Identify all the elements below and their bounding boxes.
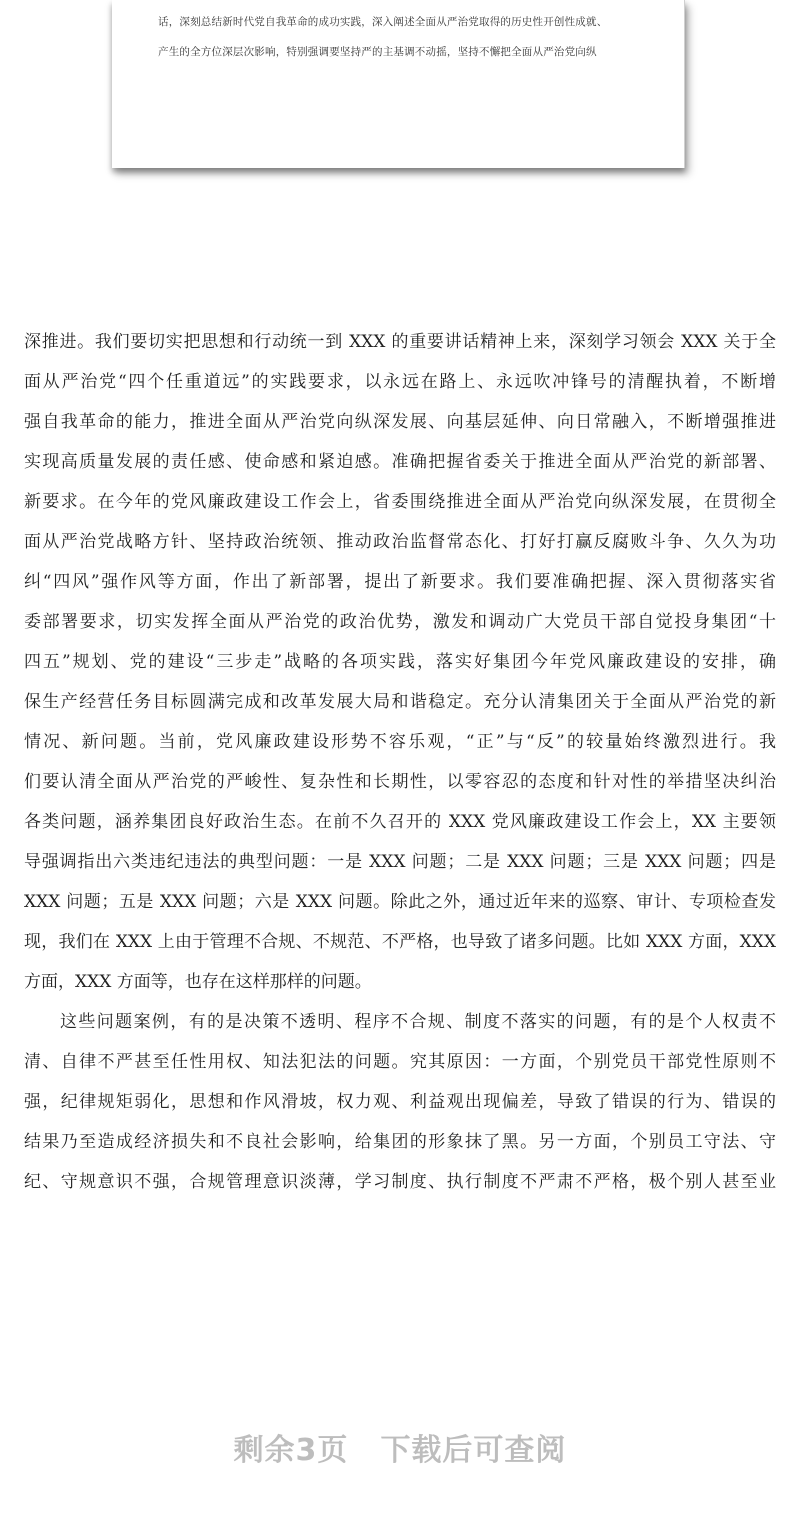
paragraph [24, 1002, 776, 1202]
previous-page-preview [112, 0, 685, 168]
text-line: 新要求。在今年的党风廉政建设工作会上，省委围绕推进全面从严治党向纵深发展，在贯彻全 [24, 492, 776, 512]
text-line: 结果乃至造成经济损失和不良社会影响，给集团的形象抹了黑。另一方面，个别员工守法、守 [24, 1132, 776, 1152]
download-hint-label: 下载后可查阅 [380, 1433, 567, 1468]
preview-text-line: 话，深刻总结新时代党自我革命的成功实践，深入阐述全面从严治党取得的历史性开创性成就、 [158, 16, 608, 28]
text-line: 保生产经营任务目标圆满完成和改革发展大局和谐稳定。充分认清集团关于全面从严治党的新 [24, 692, 776, 712]
text-line: 纪、守规意识不强，合规管理意识淡薄，学习制度、执行制度不严肃不严格，极个别人甚至业 [24, 1172, 776, 1192]
remaining-pages-label: 剩余3页 [233, 1433, 349, 1468]
remaining-pages-notice[interactable] [0, 1425, 800, 1469]
text-line: 们要认清全面从严治党的严峻性、复杂性和长期性，以零容忍的态度和针对性的举措坚决纠治 [24, 772, 776, 792]
text-line: 四五”规划、党的建设“三步走”战略的各项实践，落实好集团今年党风廉政建设的安排，确 [24, 652, 776, 672]
text-line: 纠“四风”强作风等方面，作出了新部署，提出了新要求。我们要准确把握、深入贯彻落实省 [24, 572, 776, 592]
text-line: 强自我革命的能力，推进全面从严治党向纵深发展、向基层延伸、向日常融入，不断增强推进 [24, 412, 776, 432]
text-line: 委部署要求，切实发挥全面从严治党的政治优势，激发和调动广大党员干部自觉投身集团“十 [24, 612, 776, 632]
text-line: 这些问题案例，有的是决策不透明、程序不合规、制度不落实的问题，有的是个人权责不 [60, 1012, 776, 1032]
text-line: 面从严治党“四个任重道远”的实践要求，以永远在路上、永远吹冲锋号的清醒执着，不断增 [24, 372, 776, 392]
text-line: 方面，XXX 方面等，也存在这样那样的问题。 [24, 972, 372, 992]
text-line: 导强调指出六类违纪违法的典型问题：一是 XXX 问题；二是 XXX 问题；三是 XXX 问题；四是 [24, 852, 776, 872]
text-line: 实现高质量发展的责任感、使命感和紧迫感。准确把握省委关于推进全面从严治党的新部署、 [24, 452, 776, 472]
preview-text-line: 产生的全方位深层次影响，特别强调要坚持严的主基调不动摇，坚持不懈把全面从严治党向纵 [158, 46, 597, 58]
text-line: 情况、新问题。当前，党风廉政建设形势不容乐观，“正”与“反”的较量始终激烈进行。我 [24, 732, 776, 752]
text-line: 现，我们在 XXX 上由于管理不合规、不规范、不严格，也导致了诸多问题。比如 XXX 方面，XXX [24, 932, 776, 952]
document-body [24, 322, 776, 1202]
text-line: 强，纪律规矩弱化，思想和作风滑坡，权力观、利益观出现偏差，导致了错误的行为、错误的 [24, 1092, 776, 1112]
text-line: 深推进。我们要切实把思想和行动统一到 XXX 的重要讲话精神上来，深刻学习领会 XXX 关于全 [24, 332, 776, 352]
text-line: 各类问题，涵养集团良好政治生态。在前不久召开的 XXX 党风廉政建设工作会上，XX 主要领 [24, 812, 776, 832]
text-line: 清、自律不严甚至任性用权、知法犯法的问题。究其原因：一方面，个别党员干部党性原则不 [24, 1052, 776, 1072]
text-line: 面从严治党战略方针、坚持政治统领、推动政治监督常态化、打好打赢反腐败斗争、久久为功 [24, 532, 776, 552]
paragraph [24, 322, 776, 1002]
text-line: XXX 问题；五是 XXX 问题；六是 XXX 问题。除此之外，通过近年来的巡察、审计、专项检查发 [24, 892, 776, 912]
